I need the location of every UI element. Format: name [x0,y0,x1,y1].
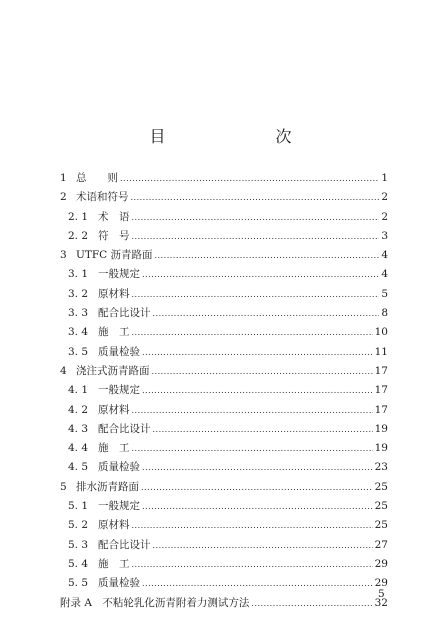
toc-entry-label [60,246,153,265]
toc-entry-page: 3 [381,229,388,242]
toc-entry-page: 19 [374,422,388,435]
toc-entry-page: 1 [381,172,388,184]
toc-leader-dots [132,227,380,246]
toc-entry-page: 27 [374,538,388,551]
toc-entry-title: 浇注式沥青路面 [76,364,150,377]
toc-entry[interactable] [60,227,388,246]
toc-leader-dots [141,478,373,497]
toc-entry-page: 11 [374,345,388,358]
toc-entry-number: 2. 2 [68,229,89,242]
toc-entry-page: 4 [381,249,388,262]
toc-entry[interactable] [60,362,388,381]
toc-entry-label [60,169,118,188]
toc-entry-page: 4 [381,268,388,281]
toc-entry-number: 5. 1 [68,500,89,513]
toc-entry-label [60,362,150,381]
toc-entry-number: 3. 5 [68,345,89,358]
toc-entry-page: 29 [374,577,388,590]
toc-entry-label [60,478,139,497]
toc-entry-title: 质量检验 [98,345,140,358]
toc-entry-title: 质量检验 [98,577,140,590]
toc-entry-title: 原材料 [98,287,130,300]
toc-entry[interactable] [60,304,388,323]
toc-entry-title: UTFC 沥青路面 [76,249,153,262]
toc-entry-number: 4. 1 [68,384,89,397]
toc-entry-number: 5. 3 [68,538,89,551]
toc-entry-page: 23 [374,461,388,474]
toc-entry[interactable] [60,497,388,516]
toc-leader-dots [132,555,373,574]
toc-entry[interactable] [60,265,388,284]
toc-entry-title: 原材料 [98,403,130,416]
toc-entry-label [68,555,130,574]
toc-leader-dots [132,439,373,458]
toc-entry-label [68,497,140,516]
toc-leader-dots [131,188,380,207]
toc-entry-page: 8 [381,307,388,320]
toc-entry-number: 2. 1 [68,210,89,223]
toc-entry-label [68,285,130,304]
toc-entry-label [68,516,130,535]
toc-entry[interactable] [60,536,388,555]
toc-entry[interactable] [60,401,388,420]
toc-leader-dots [142,343,373,362]
toc-entry-title: 排水沥青路面 [76,480,139,493]
toc-entry-title: 术语和符号 [76,191,129,204]
toc-entry-title: 符 号 [98,229,130,242]
toc-entry-page: 32 [374,596,388,609]
toc-entry-page: 5 [381,287,388,300]
toc-leader-dots [132,208,380,227]
toc-entry-number: 3. 4 [68,326,89,339]
toc-entry-page: 19 [374,442,388,455]
toc-entry-label [68,381,140,400]
toc-leader-dots [142,497,373,516]
toc-entry-page: 25 [374,519,388,532]
toc-entry-label [68,304,151,323]
toc-entry[interactable] [60,169,388,188]
toc-entry[interactable] [60,420,388,439]
toc-entry-number: 3. 1 [68,268,89,281]
toc-entry-number: 1 [60,172,67,184]
toc-entry-number: 5. 4 [68,557,89,570]
toc-leader-dots [152,362,373,381]
toc-entry-title: 配合比设计 [98,538,151,551]
toc-entry-page: 10 [374,326,388,339]
toc-entry-title: 一般规定 [98,500,140,513]
toc-entry[interactable] [60,188,388,207]
toc-entry-number: 4 [60,364,67,377]
toc-leader-dots [142,381,373,400]
toc-entry-page: 17 [374,364,388,377]
page-title: 目 次 [149,127,318,146]
toc-entry-number: 4. 3 [68,422,89,435]
toc-entry-number: 3 [60,249,67,262]
toc-entry-label [68,420,151,439]
toc-entry[interactable] [60,439,388,458]
toc-entry[interactable] [60,381,388,400]
toc-entry-title: 施 工 [98,557,130,570]
toc-entry-title: 一般规定 [98,384,140,397]
toc-leader-dots [155,246,380,265]
toc-entry-title: 术 语 [98,210,130,223]
toc-entry-title: 总 则 [76,172,118,184]
toc-entry-label [68,227,130,246]
toc-entry-page: 29 [374,557,388,570]
toc-entry-page: 17 [374,384,388,397]
toc-entry-page: 17 [374,403,388,416]
toc-leader-dots [142,574,373,593]
toc-entry-title: 一般规定 [98,268,140,281]
toc-entry-title: 配合比设计 [98,307,151,320]
toc-entry-label [68,401,130,420]
toc-entry-label [68,458,140,477]
toc-entry-page: 2 [381,191,388,204]
toc-entry-title: 配合比设计 [98,422,151,435]
toc-leader-dots [132,323,373,342]
toc-entry-number: 5. 5 [68,577,89,590]
toc-entry-title: 原材料 [98,519,130,532]
toc-leader-dots [120,169,379,188]
toc-entry-number: 3. 2 [68,287,89,300]
toc-entry[interactable] [60,343,388,362]
toc-leader-dots [251,594,372,613]
toc-leader-dots [132,285,380,304]
toc-entry[interactable] [60,574,388,593]
toc-entry-label [68,343,140,362]
toc-entry-number: 5. 2 [68,519,89,532]
toc-entry[interactable] [60,458,388,477]
page-number: 5 [378,588,385,600]
toc-entry[interactable] [60,285,388,304]
toc-entry-page: 2 [381,210,388,223]
toc-leader-dots [153,536,373,555]
toc-entry[interactable] [60,208,388,227]
toc-leader-dots [142,458,373,477]
table-of-contents [60,169,388,613]
toc-entry-number: 4. 2 [68,403,89,416]
toc-leader-dots [142,265,379,284]
toc-entry-number: 4. 5 [68,461,89,474]
toc-entry-page: 25 [374,480,388,493]
toc-entry-label [68,265,140,284]
toc-entry[interactable] [60,555,388,574]
toc-entry-title: 施 工 [98,326,130,339]
toc-entry[interactable] [60,478,388,497]
toc-entry[interactable] [60,516,388,535]
toc-entry-label [60,188,129,207]
toc-entry-label [68,536,151,555]
toc-leader-dots [153,304,380,323]
toc-leader-dots [132,401,373,420]
toc-entry[interactable] [60,323,388,342]
toc-entry-page: 25 [374,500,388,513]
toc-entry-title: 附录 A 不粘轮乳化沥青附着力测试方法 [60,596,250,609]
toc-entry-number: 2 [60,191,67,204]
toc-entry[interactable] [60,594,388,613]
toc-entry[interactable] [60,246,388,265]
toc-entry-number: 5 [60,480,67,493]
toc-entry-label [68,323,130,342]
toc-entry-label [68,208,130,227]
toc-entry-title: 质量检验 [98,461,140,474]
toc-leader-dots [153,420,373,439]
toc-entry-label [60,594,249,613]
toc-entry-number: 4. 4 [68,442,89,455]
toc-entry-title: 施 工 [98,442,130,455]
toc-leader-dots [132,516,373,535]
toc-entry-label [68,574,140,593]
toc-entry-label [68,439,130,458]
toc-entry-number: 3. 3 [68,307,89,320]
